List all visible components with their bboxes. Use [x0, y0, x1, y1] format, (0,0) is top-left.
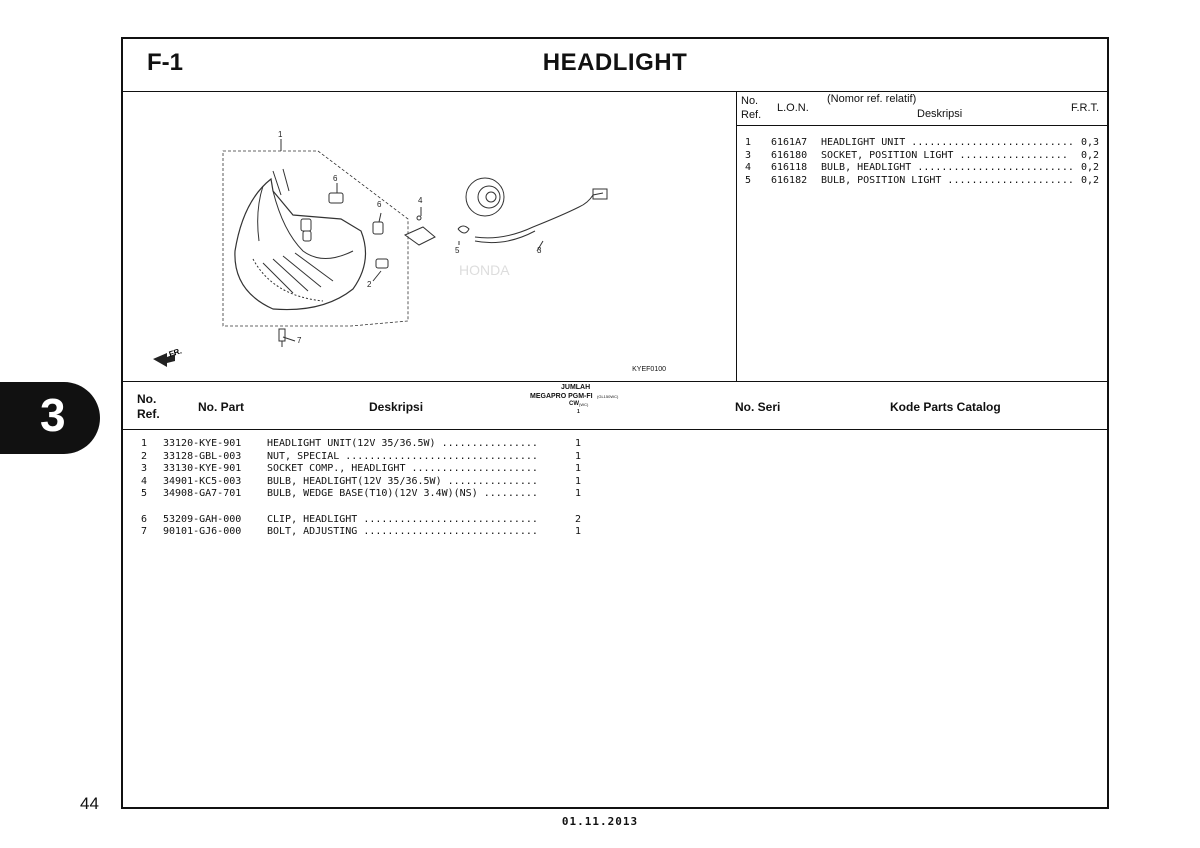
lon-row	[743, 137, 1103, 150]
catalog-frame	[121, 37, 1109, 809]
parts-col-qty-type: CW	[569, 401, 579, 407]
parts-col-serial: No. Seri	[735, 400, 781, 414]
lon-desc: BULB, HEADLIGHT ..........................	[821, 162, 1074, 174]
lon-code: 6161A7	[771, 137, 808, 148]
lon-desc: BULB, POSITION LIGHT .....................	[821, 174, 1074, 186]
lon-frt: 0,3	[1081, 137, 1100, 148]
lon-table-header	[737, 91, 1109, 126]
lon-col-desc-note: (Nomor ref. relatif)	[827, 93, 917, 105]
part-number: 90101-GJ6-000	[163, 526, 242, 538]
figure-code: KYEF0100	[632, 366, 666, 373]
part-qty: 1	[575, 526, 582, 538]
direction-label: FR.	[167, 346, 183, 359]
callout-3: 3	[537, 246, 542, 255]
part-desc: BULB, WEDGE BASE(T10)(12V 3.4W)(NS) .........	[267, 488, 538, 500]
lon-row	[743, 175, 1103, 188]
lon-col-ref-1: No.	[741, 95, 759, 107]
lon-ref: 3	[745, 149, 752, 161]
part-desc: BOLT, ADJUSTING .............................	[267, 526, 538, 538]
lon-code: 616180	[771, 149, 808, 161]
parts-col-ref-2: Ref.	[137, 407, 160, 421]
part-ref: 4	[141, 475, 148, 487]
headlight-exploded-view	[123, 91, 735, 381]
lon-row	[743, 150, 1103, 163]
lon-col-ref-2: Ref.	[741, 109, 762, 121]
part-desc: HEADLIGHT UNIT(12V 35/36.5W) ................	[267, 438, 538, 449]
lon-frt: 0,2	[1081, 162, 1100, 174]
part-desc: CLIP, HEADLIGHT .............................	[267, 513, 538, 525]
part-number: 33128-GBL-003	[163, 450, 242, 462]
part-number: 53209-GAH-000	[163, 513, 242, 525]
part-desc: BULB, HEADLIGHT(12V 35/36.5W) ...............	[267, 475, 538, 487]
part-ref: 2	[141, 450, 148, 462]
page-title: HEADLIGHT	[542, 49, 688, 76]
lon-ref: 5	[745, 174, 752, 186]
part-number: 33130-KYE-901	[163, 463, 242, 475]
part-ref: 1	[141, 438, 148, 449]
callout-6b: 6	[377, 200, 382, 209]
parts-col-catalog: Kode Parts Catalog	[890, 400, 1001, 414]
callout-7: 7	[297, 336, 302, 345]
part-number: 34908-GA7-701	[163, 488, 242, 500]
front-direction-arrow	[153, 346, 183, 367]
part-desc: NUT, SPECIAL ................................	[267, 450, 538, 462]
part-ref: 6	[141, 513, 148, 525]
callout-4: 4	[418, 196, 423, 205]
callout-6a: 6	[333, 174, 338, 183]
part-qty: 1	[575, 463, 582, 475]
lon-ref: 1	[745, 137, 752, 148]
lon-col-frt: F.R.T.	[1071, 102, 1100, 114]
part-number: 34901-KC5-003	[163, 475, 242, 487]
lon-frt: 0,2	[1081, 174, 1100, 186]
parts-col-qty-sub: 1	[577, 409, 580, 415]
part-ref: 7	[141, 526, 148, 538]
lon-frt: 0,2	[1081, 149, 1100, 161]
chapter-tab	[0, 382, 100, 454]
part-qty: 1	[575, 450, 582, 462]
lon-ref: 4	[745, 162, 752, 174]
chapter-tab-number: 3	[40, 389, 66, 441]
parts-col-qty-type-note: (WC)	[579, 402, 589, 407]
parts-col-ref-1: No.	[137, 392, 157, 406]
parts-col-qty-model-note: (GL150WC)	[597, 394, 619, 399]
page-number: 44	[80, 794, 99, 813]
callout-5: 5	[455, 246, 460, 255]
lon-code: 616182	[771, 174, 808, 186]
part-qty: 2	[575, 513, 582, 525]
callout-1: 1	[278, 130, 283, 139]
footer-date: 01.11.2013	[561, 815, 639, 828]
page-header	[123, 39, 1107, 92]
part-qty: 1	[575, 438, 582, 449]
parts-table-header	[123, 381, 1107, 430]
parts-col-qty-model: MEGAPRO PGM-FI	[530, 393, 593, 400]
lon-desc: HEADLIGHT UNIT ...........................	[821, 137, 1074, 148]
parts-col-qty-title: JUMLAH	[561, 384, 591, 391]
parts-col-desc: Deskripsi	[369, 400, 424, 414]
parts-col-part: No. Part	[198, 400, 245, 414]
part-qty: 1	[575, 475, 582, 487]
part-ref: 3	[141, 463, 148, 475]
lon-code: 616118	[771, 162, 808, 174]
lon-col-desc: Deskripsi	[917, 108, 963, 120]
part-number: 33120-KYE-901	[163, 438, 242, 449]
lon-list	[743, 137, 1103, 187]
lon-row	[743, 162, 1103, 175]
part-desc: SOCKET COMP., HEADLIGHT .....................	[267, 463, 538, 475]
part-ref: 5	[141, 488, 148, 500]
part-qty: 1	[575, 488, 582, 500]
lon-col-lon: L.O.N.	[777, 102, 809, 114]
exploded-diagram	[123, 91, 737, 381]
callout-2: 2	[367, 280, 372, 289]
lon-desc: SOCKET, POSITION LIGHT ..................	[821, 149, 1068, 161]
honda-watermark: HONDA	[459, 262, 510, 278]
section-code: F-1	[147, 49, 183, 76]
